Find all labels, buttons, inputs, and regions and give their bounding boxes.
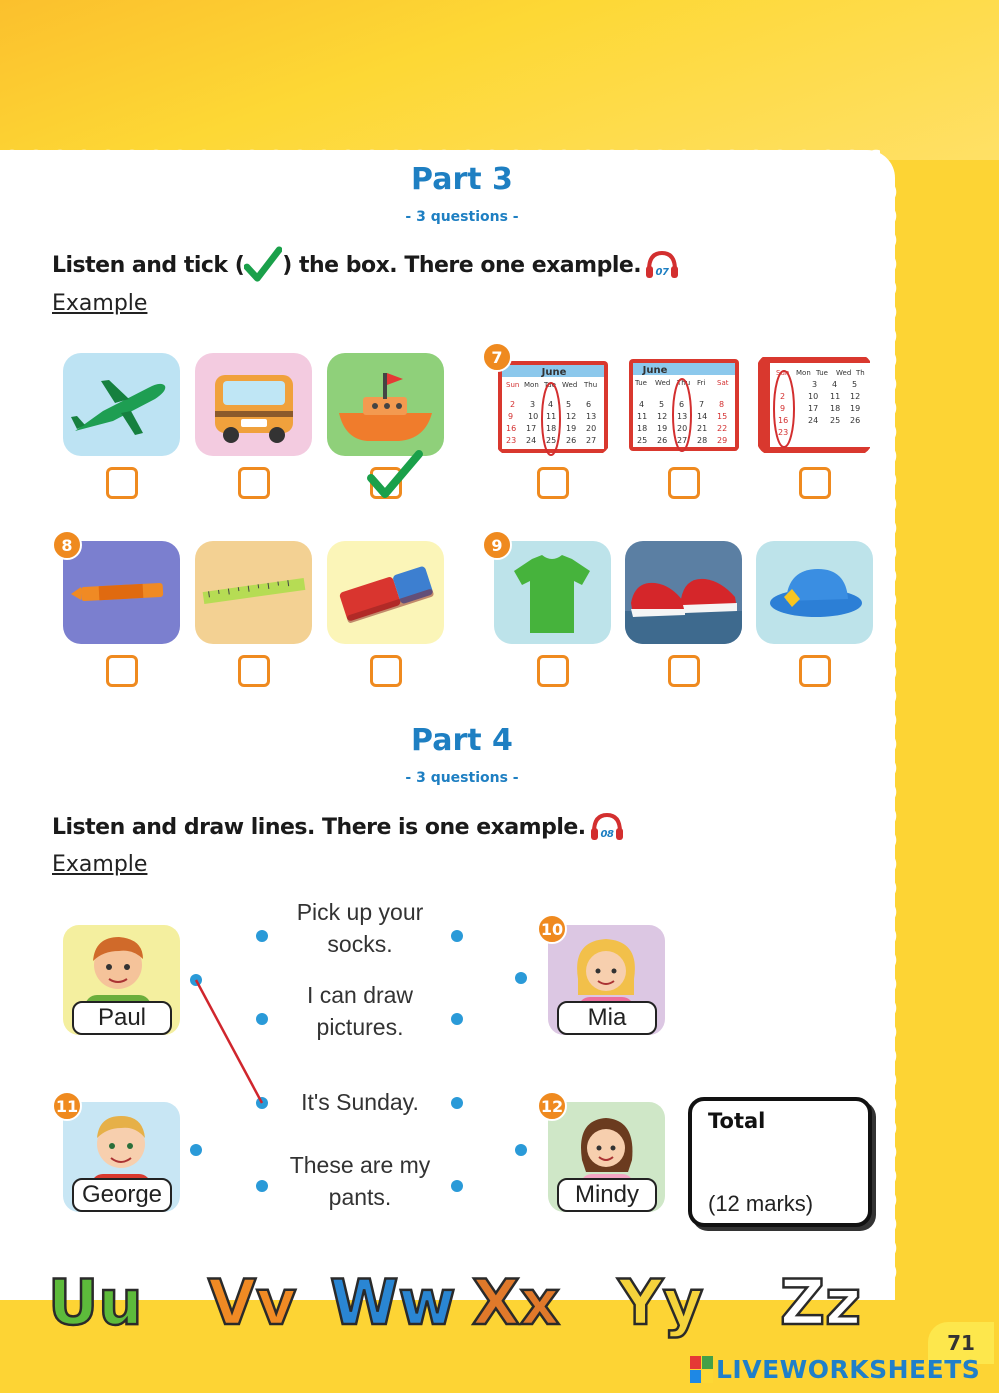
- svg-text:Sat: Sat: [717, 379, 729, 387]
- svg-text:June: June: [642, 365, 668, 376]
- letter-yy: Yy: [618, 1266, 704, 1339]
- eraser-icon: [327, 541, 444, 644]
- total-label: Total: [708, 1109, 766, 1133]
- name-tag-paul: Paul: [72, 1001, 172, 1035]
- brand-name: LIVEWORKSHEETS: [716, 1354, 981, 1384]
- letter-ww: Ww: [330, 1266, 456, 1339]
- dot-phrase-right[interactable]: [451, 1013, 463, 1025]
- svg-text:23: 23: [506, 436, 517, 445]
- phrase-line: I can draw: [306, 982, 414, 1008]
- checkmark-icon: [365, 448, 425, 500]
- question-number-badge: 10: [537, 914, 567, 944]
- tick-icon: [244, 245, 282, 285]
- letter-vv: Vv: [208, 1266, 297, 1339]
- svg-text:11: 11: [830, 392, 841, 401]
- svg-text:4: 4: [548, 400, 554, 409]
- t-shirt-icon: [494, 541, 611, 644]
- svg-text:20: 20: [586, 424, 597, 433]
- svg-text:27: 27: [677, 436, 688, 445]
- svg-text:Wed: Wed: [562, 381, 578, 389]
- alphabet-banner: [40, 1250, 920, 1340]
- svg-text:16: 16: [506, 424, 517, 433]
- svg-text:19: 19: [850, 404, 861, 413]
- svg-text:Wed: Wed: [655, 379, 671, 387]
- liveworksheets-brand[interactable]: [690, 1352, 980, 1386]
- checkbox-crayon[interactable]: [106, 655, 138, 687]
- svg-text:27: 27: [586, 436, 597, 445]
- scalloped-edge-top: [0, 140, 880, 162]
- hat-icon: [756, 541, 873, 644]
- svg-text:17: 17: [526, 424, 537, 433]
- phrase-draw-pictures: [270, 979, 450, 1043]
- total-marks: (12 marks): [708, 1191, 814, 1216]
- svg-text:18: 18: [637, 424, 648, 433]
- svg-text:19: 19: [566, 424, 577, 433]
- dot-phrase-right[interactable]: [451, 930, 463, 942]
- svg-text:4: 4: [832, 380, 838, 389]
- svg-text:2: 2: [510, 400, 516, 409]
- part4-instruction-text: Listen and draw lines. There is one example.: [52, 814, 586, 840]
- question-number-badge: 8: [52, 530, 82, 560]
- crayon-icon: [63, 541, 180, 644]
- airplane-icon: [63, 353, 180, 456]
- option-bus: [195, 353, 312, 456]
- option-eraser: [327, 541, 444, 644]
- svg-text:Fri: Fri: [697, 379, 706, 387]
- svg-text:June: June: [541, 367, 567, 378]
- svg-text:Tue: Tue: [816, 369, 828, 377]
- page-number: 71: [928, 1322, 994, 1364]
- phrase-line: These are my: [289, 1152, 431, 1178]
- calendar-icon: [494, 353, 611, 456]
- dot-phrase-left[interactable]: [256, 1180, 268, 1192]
- option-ruler: [195, 541, 312, 644]
- ruler-icon: [195, 541, 312, 644]
- question-number-badge: 7: [482, 342, 512, 372]
- checkbox-calendar-sunday[interactable]: [799, 467, 831, 499]
- svg-text:4: 4: [639, 400, 645, 409]
- svg-text:25: 25: [830, 416, 841, 425]
- checkbox-hat[interactable]: [799, 655, 831, 687]
- svg-text:26: 26: [657, 436, 668, 445]
- boat-icon: [327, 353, 444, 456]
- option-hat: [756, 541, 873, 644]
- name-tag-mindy: Mindy: [557, 1178, 657, 1212]
- checkbox-eraser[interactable]: [370, 655, 402, 687]
- option-crayon: [63, 541, 180, 644]
- svg-text:13: 13: [677, 412, 688, 421]
- dot-phrase-left[interactable]: [256, 1097, 268, 1109]
- letter-xx: Xx: [472, 1266, 560, 1339]
- part3-title: Part 3: [411, 162, 513, 197]
- svg-text:19: 19: [657, 424, 668, 433]
- liveworksheets-logo-icon: [690, 1356, 713, 1383]
- bus-icon: [195, 353, 312, 456]
- svg-text:12: 12: [566, 412, 577, 421]
- svg-text:Tue: Tue: [544, 381, 556, 389]
- checkbox-calendar-thursday[interactable]: [668, 467, 700, 499]
- question-number-badge: 11: [52, 1091, 82, 1121]
- svg-text:Mon: Mon: [796, 369, 811, 377]
- total-score-box: [688, 1097, 872, 1227]
- checkbox-t-shirt[interactable]: [537, 655, 569, 687]
- svg-text:22: 22: [717, 424, 728, 433]
- dot-phrase-left[interactable]: [256, 930, 268, 942]
- svg-text:26: 26: [850, 416, 861, 425]
- svg-text:Sun: Sun: [506, 381, 520, 389]
- option-airplane: [63, 353, 180, 456]
- svg-text:3: 3: [812, 380, 818, 389]
- calendar-icon: [625, 353, 742, 456]
- svg-text:13: 13: [586, 412, 597, 421]
- name-tag-george: George: [72, 1178, 172, 1212]
- page-header-background: [0, 0, 999, 160]
- letter-uu: Uu: [48, 1266, 143, 1339]
- svg-text:8: 8: [719, 400, 725, 409]
- svg-text:12: 12: [657, 412, 668, 421]
- phrase-line: Pick up your: [296, 899, 424, 925]
- svg-text:5: 5: [852, 380, 858, 389]
- svg-text:21: 21: [697, 424, 708, 433]
- svg-text:6: 6: [586, 400, 592, 409]
- headphones-icon[interactable]: [645, 250, 679, 280]
- svg-text:24: 24: [808, 416, 819, 425]
- phrase-its-sunday: [270, 1086, 450, 1118]
- part4-title: Part 4: [411, 723, 513, 758]
- audio-track-number: 07: [655, 267, 669, 278]
- phrase-pick-up-socks: [270, 896, 450, 960]
- svg-text:14: 14: [697, 412, 708, 421]
- svg-text:16: 16: [778, 416, 789, 425]
- checkbox-bus[interactable]: [238, 467, 270, 499]
- svg-text:25: 25: [546, 436, 557, 445]
- part3-example-label: Example: [52, 291, 148, 316]
- option-calendar-thursday: [625, 353, 742, 456]
- svg-text:2: 2: [780, 392, 786, 401]
- option-boat: [327, 353, 444, 456]
- svg-text:10: 10: [528, 412, 539, 421]
- svg-text:10: 10: [808, 392, 819, 401]
- audio-track-number: 08: [600, 829, 614, 840]
- phrase-line: pants.: [328, 1184, 392, 1210]
- part4-subtitle: - 3 questions -: [405, 770, 519, 786]
- svg-text:29: 29: [717, 436, 728, 445]
- svg-text:17: 17: [808, 404, 819, 413]
- part3-instruction-post: ) the box. There one example.: [282, 252, 642, 278]
- headphones-icon[interactable]: [590, 812, 624, 842]
- svg-text:Thu: Thu: [584, 381, 598, 389]
- svg-text:Mon: Mon: [524, 381, 539, 389]
- part3-instruction-pre: Listen and tick (: [52, 252, 245, 278]
- svg-text:23: 23: [778, 428, 789, 437]
- svg-text:7: 7: [699, 400, 705, 409]
- svg-text:24: 24: [526, 436, 537, 445]
- option-sneakers: [625, 541, 742, 644]
- dot-phrase-right[interactable]: [451, 1097, 463, 1109]
- svg-text:Tue: Tue: [635, 379, 647, 387]
- svg-text:25: 25: [637, 436, 648, 445]
- option-t-shirt: [494, 541, 611, 644]
- question-number-badge: 12: [537, 1091, 567, 1121]
- checkbox-calendar-tuesday[interactable]: [537, 467, 569, 499]
- sneakers-icon: [625, 541, 742, 644]
- question-number-badge: 9: [482, 530, 512, 560]
- svg-text:Thu: Thu: [677, 379, 691, 387]
- part3-instruction: [52, 245, 679, 285]
- checkbox-sneakers[interactable]: [668, 655, 700, 687]
- dot-phrase-left[interactable]: [256, 1013, 268, 1025]
- svg-text:9: 9: [780, 404, 786, 413]
- svg-text:6: 6: [679, 400, 685, 409]
- dot-george[interactable]: [190, 1144, 202, 1156]
- phrase-line: socks.: [327, 931, 393, 957]
- svg-text:18: 18: [546, 424, 557, 433]
- phrase-line: pictures.: [316, 1014, 404, 1040]
- phrase-these-are-pants: [270, 1149, 450, 1213]
- part4-example-label: Example: [52, 852, 148, 877]
- svg-text:26: 26: [566, 436, 577, 445]
- option-calendar-sunday: [756, 353, 873, 456]
- svg-text:11: 11: [546, 412, 557, 421]
- part3-subtitle: - 3 questions -: [405, 209, 519, 225]
- phrase-line: It's Sunday.: [301, 1089, 419, 1115]
- svg-text:Sun: Sun: [776, 369, 790, 377]
- scalloped-edge-right: [884, 180, 902, 1290]
- svg-text:11: 11: [637, 412, 648, 421]
- svg-text:15: 15: [717, 412, 728, 421]
- checkbox-airplane[interactable]: [106, 467, 138, 499]
- svg-text:28: 28: [697, 436, 708, 445]
- svg-text:9: 9: [508, 412, 514, 421]
- svg-text:Wed: Wed: [836, 369, 852, 377]
- svg-text:20: 20: [677, 424, 688, 433]
- part4-instruction: [52, 812, 624, 842]
- option-calendar-tuesday: [494, 353, 611, 456]
- dot-paul[interactable]: [190, 974, 202, 986]
- dot-phrase-right[interactable]: [451, 1180, 463, 1192]
- svg-text:18: 18: [830, 404, 841, 413]
- calendar-icon: [756, 353, 873, 456]
- svg-text:12: 12: [850, 392, 861, 401]
- svg-text:Th: Th: [856, 369, 865, 377]
- letter-zz: Zz: [780, 1266, 862, 1339]
- name-tag-mia: Mia: [557, 1001, 657, 1035]
- svg-text:5: 5: [566, 400, 572, 409]
- dot-mindy[interactable]: [515, 1144, 527, 1156]
- checkbox-ruler[interactable]: [238, 655, 270, 687]
- svg-text:5: 5: [659, 400, 665, 409]
- svg-text:3: 3: [530, 400, 536, 409]
- dot-mia[interactable]: [515, 972, 527, 984]
